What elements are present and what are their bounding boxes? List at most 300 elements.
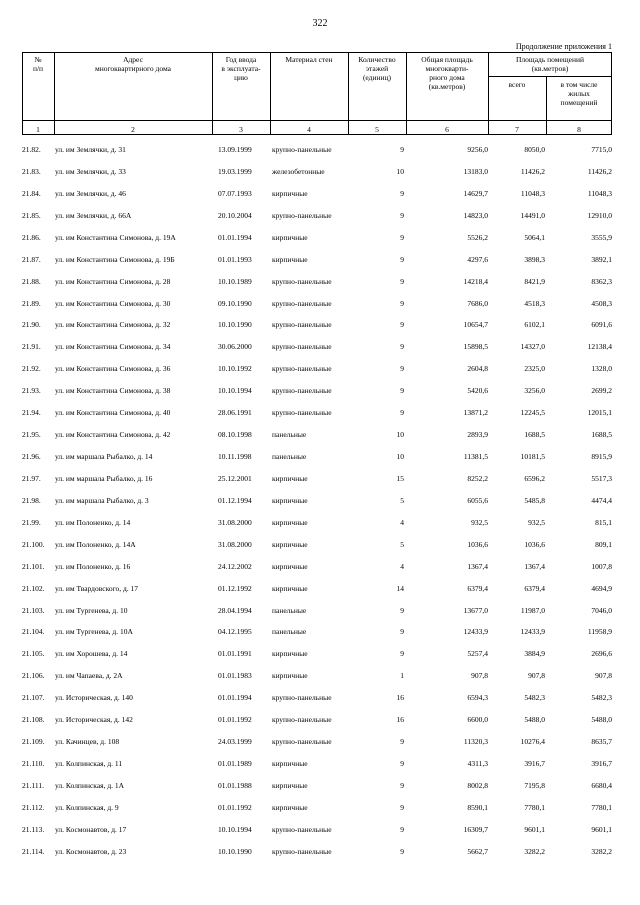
- row-address: ул. им Константина Симонова, д. 42: [55, 430, 171, 440]
- row-area-residential: 907,8: [595, 671, 612, 681]
- row-area-total: 5482,3: [524, 693, 545, 703]
- row-wall-material: кирпичные: [272, 254, 308, 264]
- row-area-total: 12433,9: [520, 627, 545, 637]
- row-area-residential: 9601,1: [591, 824, 612, 834]
- table-row: [22, 428, 612, 442]
- row-area-total: 6596,2: [524, 473, 545, 483]
- row-address: ул. им Землячки, д. 66А: [55, 210, 132, 220]
- row-number: 21.99.: [22, 517, 41, 527]
- row-year: 01.12.1992: [218, 583, 252, 593]
- header-floors: Количество этажей (единиц): [358, 55, 396, 82]
- row-floors: 9: [400, 254, 404, 264]
- row-area-residential: 3282,2: [591, 846, 612, 856]
- row-wall-material: крупно-панельные: [272, 145, 332, 154]
- row-number: 21.113.: [22, 824, 45, 834]
- row-floors: 9: [400, 649, 404, 659]
- table-header: [22, 52, 612, 134]
- row-area-total: 907,8: [528, 671, 545, 681]
- table-row: [22, 516, 612, 530]
- row-year: 24.03.1999: [218, 737, 252, 747]
- row-area-residential: 5517,3: [591, 473, 612, 483]
- row-area-residential: 2699,2: [591, 386, 612, 396]
- row-area-total: 5488,0: [524, 715, 545, 725]
- row-address: ул. Историческая, д. 142: [55, 715, 133, 725]
- row-address: ул. Историческая, д. 140: [55, 693, 133, 703]
- table-row: [22, 669, 612, 683]
- row-area-total: 7195,8: [524, 780, 545, 790]
- row-number: 21.109.: [22, 737, 45, 747]
- row-total-area: 13677,0: [463, 605, 488, 615]
- row-area-total: 10276,4: [520, 737, 545, 747]
- table-row: [22, 472, 612, 486]
- row-area-total: 11426,2: [520, 166, 545, 176]
- row-address: ул. им Тургенева, д. 10А: [55, 627, 133, 637]
- row-number: 21.103.: [22, 605, 45, 615]
- row-address: ул. Космонавтов, д. 17: [55, 824, 127, 834]
- row-wall-material: кирпичные: [272, 649, 308, 659]
- row-floors: 9: [400, 210, 404, 220]
- row-total-area: 2893,9: [467, 430, 488, 440]
- row-total-area: 2604,8: [467, 364, 488, 374]
- table-row: [22, 384, 612, 398]
- row-wall-material: крупно-панельные: [272, 846, 332, 856]
- column-number: 3: [239, 125, 243, 134]
- column-number: 7: [515, 125, 519, 134]
- column-number: 1: [36, 125, 40, 134]
- row-floors: 9: [400, 276, 404, 286]
- row-floors: 4: [400, 517, 404, 527]
- row-address: ул. им Твардовского, д. 17: [55, 583, 139, 593]
- row-address: ул. им Полоненко, д. 14: [55, 517, 131, 527]
- row-wall-material: кирпичные: [272, 517, 308, 527]
- table-row: [22, 582, 612, 596]
- row-total-area: 6600,0: [467, 715, 488, 725]
- row-floors: 16: [396, 715, 404, 725]
- row-year: 08.10.1998: [218, 430, 252, 440]
- row-address: ул. Космонавтов, д. 23: [55, 846, 127, 856]
- row-number: 21.102.: [22, 583, 45, 593]
- row-floors: 9: [400, 408, 404, 418]
- column-number: 4: [307, 125, 311, 134]
- table-row: [22, 340, 612, 354]
- row-number: 21.112.: [22, 802, 45, 812]
- row-total-area: 907,8: [471, 671, 488, 681]
- row-address: ул. им Хорошева, д. 14: [55, 649, 128, 659]
- row-total-area: 14823,0: [463, 210, 488, 220]
- row-total-area: 6055,6: [467, 495, 488, 505]
- row-area-residential: 4694,9: [591, 583, 612, 593]
- row-number: 21.94.: [22, 408, 41, 418]
- table-row: [22, 450, 612, 464]
- row-total-area: 15898,5: [463, 342, 488, 352]
- row-wall-material: кирпичные: [272, 802, 308, 812]
- row-total-area: 5420,6: [467, 386, 488, 396]
- row-area-total: 10181,5: [520, 452, 545, 462]
- row-total-area: 5662,7: [467, 846, 488, 856]
- row-number: 21.93.: [22, 386, 41, 396]
- row-area-residential: 3916,7: [591, 759, 612, 769]
- row-wall-material: крупно-панельные: [272, 715, 332, 725]
- row-year: 04.12.1995: [218, 627, 252, 637]
- row-area-residential: 4508,3: [591, 298, 612, 308]
- row-floors: 14: [396, 583, 404, 593]
- row-number: 21.86.: [22, 232, 41, 242]
- row-number: 21.104.: [22, 627, 45, 637]
- row-wall-material: крупно-панельные: [272, 386, 332, 396]
- row-address: ул. Колпинская, д. 9: [55, 802, 119, 812]
- row-area-total: 1036,6: [524, 539, 545, 549]
- row-floors: 5: [400, 495, 404, 505]
- row-total-area: 932,5: [471, 517, 488, 527]
- row-wall-material: кирпичные: [272, 759, 308, 769]
- table-row: [22, 187, 612, 201]
- row-area-total: 9601,1: [524, 824, 545, 834]
- row-floors: 9: [400, 737, 404, 747]
- row-address: ул. им Константина Симонова, д. 30: [55, 298, 171, 308]
- row-wall-material: крупно-панельные: [272, 364, 332, 374]
- table-row: [22, 757, 612, 771]
- row-wall-material: железобетонные: [272, 166, 325, 176]
- row-year: 19.03.1999: [218, 166, 252, 176]
- row-area-total: 2325,0: [524, 364, 545, 374]
- row-address: ул. им маршала Рыбалко, д. 16: [55, 473, 153, 483]
- row-address: ул. им Константина Симонова, д. 34: [55, 342, 171, 352]
- row-year: 09.10.1990: [218, 298, 252, 308]
- row-wall-material: кирпичные: [272, 495, 308, 505]
- row-area-total: 6379,4: [524, 583, 545, 593]
- row-total-area: 9256,0: [467, 145, 488, 154]
- row-total-area: 1367,4: [467, 561, 488, 571]
- row-number: 21.110.: [22, 759, 45, 769]
- row-address: ул. Качинцев, д. 108: [55, 737, 120, 747]
- row-number: 21.95.: [22, 430, 41, 440]
- row-floors: 1: [400, 671, 404, 681]
- header-total-area: Общая площадь многокварти- рного дома (кв.метров): [421, 55, 473, 91]
- row-area-residential: 2696,6: [591, 649, 612, 659]
- row-wall-material: кирпичные: [272, 473, 308, 483]
- row-year: 31.08.2000: [218, 539, 252, 549]
- row-address: ул. им Землячки, д. 46: [55, 188, 126, 198]
- header-subrule: [488, 76, 612, 77]
- row-area-total: 7780,1: [524, 802, 545, 812]
- continuation-note: Продолжение приложения 1: [515, 42, 612, 51]
- header-bottom-rule: [22, 134, 612, 135]
- row-floors: 16: [396, 693, 404, 703]
- page-number: 322: [312, 18, 328, 29]
- table-row: [22, 647, 612, 661]
- table-row: [22, 362, 612, 376]
- row-wall-material: крупно-панельные: [272, 320, 332, 330]
- row-year: 28.06.1991: [218, 408, 252, 418]
- row-floors: 10: [396, 452, 404, 462]
- row-address: ул. им маршала Рыбалко, д. 14: [55, 452, 153, 462]
- table-row: [22, 560, 612, 574]
- row-address: ул. Колпинская, д. 1А: [55, 780, 125, 790]
- row-floors: 9: [400, 320, 404, 330]
- row-number: 21.100.: [22, 539, 45, 549]
- row-address: ул. им Землячки, д. 31: [55, 145, 126, 154]
- row-floors: 9: [400, 802, 404, 812]
- row-year: 01.01.1993: [218, 254, 252, 264]
- row-area-residential: 3892,1: [591, 254, 612, 264]
- row-area-total: 11987,0: [520, 605, 545, 615]
- row-area-residential: 8635,7: [591, 737, 612, 747]
- column-number: 6: [445, 125, 449, 134]
- row-number: 21.106.: [22, 671, 45, 681]
- row-area-residential: 1688,5: [591, 430, 612, 440]
- row-year: 07.07.1993: [218, 188, 252, 198]
- row-year: 13.09.1999: [218, 145, 252, 154]
- row-year: 31.08.2000: [218, 517, 252, 527]
- row-floors: 9: [400, 188, 404, 198]
- row-area-residential: 8915,9: [591, 452, 612, 462]
- row-number: 21.91.: [22, 342, 41, 352]
- table-row: [22, 494, 612, 508]
- row-area-total: 5064,1: [524, 232, 545, 242]
- row-total-area: 14629,7: [463, 188, 488, 198]
- row-total-area: 5257,4: [467, 649, 488, 659]
- row-floors: 9: [400, 364, 404, 374]
- row-number: 21.108.: [22, 715, 45, 725]
- row-floors: 9: [400, 342, 404, 352]
- row-area-residential: 1007,8: [591, 561, 612, 571]
- row-address: ул. им Чапаева, д. 2А: [55, 671, 123, 681]
- table-row: [22, 823, 612, 837]
- row-address: ул. Колпинская, д. 11: [55, 759, 123, 769]
- row-floors: 4: [400, 561, 404, 571]
- row-total-area: 10654,7: [463, 320, 488, 330]
- row-number: 21.83.: [22, 166, 41, 176]
- row-area-residential: 815,1: [595, 517, 612, 527]
- table-row: [22, 713, 612, 727]
- row-area-total: 14491,0: [520, 210, 545, 220]
- row-total-area: 6594,3: [467, 693, 488, 703]
- row-area-residential: 6091,6: [591, 320, 612, 330]
- row-year: 01.12.1994: [218, 495, 252, 505]
- row-floors: 9: [400, 298, 404, 308]
- row-total-area: 11320,3: [463, 737, 488, 747]
- table-row: [22, 165, 612, 179]
- row-area-total: 12245,5: [520, 408, 545, 418]
- row-area-total: 3282,2: [524, 846, 545, 856]
- row-area-total: 8421,9: [524, 276, 545, 286]
- row-wall-material: панельные: [272, 605, 307, 615]
- row-area-residential: 11426,2: [587, 166, 612, 176]
- row-area-residential: 1328,0: [591, 364, 612, 374]
- row-area-residential: 11048,3: [587, 188, 612, 198]
- row-year: 01.01.1994: [218, 232, 252, 242]
- row-total-area: 6379,4: [467, 583, 488, 593]
- row-year: 24.12.2002: [218, 561, 252, 571]
- row-year: 30.06.2000: [218, 342, 252, 352]
- table-row: [22, 538, 612, 552]
- row-floors: 5: [400, 539, 404, 549]
- row-floors: 9: [400, 846, 404, 856]
- row-area-total: 11048,3: [520, 188, 545, 198]
- row-area-residential: 7715,0: [591, 145, 612, 154]
- row-floors: 9: [400, 145, 404, 154]
- row-wall-material: кирпичные: [272, 539, 308, 549]
- row-floors: 9: [400, 386, 404, 396]
- row-wall-material: кирпичные: [272, 671, 308, 681]
- row-total-area: 11381,5: [463, 452, 488, 462]
- table-row: [22, 143, 612, 157]
- table-row: [22, 231, 612, 245]
- row-year: 01.01.1989: [218, 759, 252, 769]
- header-premises-area: Площадь помещений (кв.метров): [516, 55, 584, 73]
- row-address: ул. им Землячки, д. 33: [55, 166, 126, 176]
- row-wall-material: кирпичные: [272, 583, 308, 593]
- row-area-total: 3916,7: [524, 759, 545, 769]
- row-floors: 9: [400, 759, 404, 769]
- row-wall-material: крупно-панельные: [272, 824, 332, 834]
- header-divider: [270, 52, 271, 134]
- row-wall-material: кирпичные: [272, 188, 308, 198]
- table-row: [22, 297, 612, 311]
- row-area-residential: 7046,0: [591, 605, 612, 615]
- row-total-area: 4311,3: [467, 759, 488, 769]
- row-number: 21.89.: [22, 298, 41, 308]
- row-number: 21.101.: [22, 561, 45, 571]
- row-address: ул. им Константина Симонова, д. 28: [55, 276, 171, 286]
- row-area-total: 5485,8: [524, 495, 545, 505]
- row-area-residential: 809,1: [595, 539, 612, 549]
- row-area-residential: 4474,4: [591, 495, 612, 505]
- header-year: Год ввода в эксплуата- цию: [221, 55, 261, 82]
- row-year: 01.01.1992: [218, 802, 252, 812]
- row-area-total: 3256,0: [524, 386, 545, 396]
- row-area-residential: 12015,1: [587, 408, 612, 418]
- header-address: Адрес многоквартирного дома: [95, 55, 171, 73]
- row-year: 10.10.1989: [218, 276, 252, 286]
- row-wall-material: крупно-панельные: [272, 408, 332, 418]
- row-year: 10.10.1990: [218, 846, 252, 856]
- row-year: 28.04.1994: [218, 605, 252, 615]
- table-row: [22, 625, 612, 639]
- header-area-residential: в том числе жилых помещений: [560, 80, 598, 107]
- column-number: 2: [131, 125, 135, 134]
- table-row: [22, 845, 612, 859]
- row-area-residential: 5488,0: [591, 715, 612, 725]
- row-year: 01.01.1988: [218, 780, 252, 790]
- row-number: 21.111.: [22, 780, 44, 790]
- table-row: [22, 318, 612, 332]
- row-number: 21.85.: [22, 210, 41, 220]
- row-address: ул. им Константина Симонова, д. 38: [55, 386, 171, 396]
- row-total-area: 7686,0: [467, 298, 488, 308]
- row-area-residential: 7780,1: [591, 802, 612, 812]
- row-address: ул. им Константина Симонова, д. 32: [55, 320, 171, 330]
- row-floors: 15: [396, 473, 404, 483]
- row-total-area: 8252,2: [467, 473, 488, 483]
- row-area-total: 1367,4: [524, 561, 545, 571]
- row-wall-material: кирпичные: [272, 561, 308, 571]
- row-total-area: 8590,1: [467, 802, 488, 812]
- row-address: ул. им Константина Симонова, д. 19Б: [55, 254, 175, 264]
- header-rule: [22, 120, 612, 121]
- table-row: [22, 604, 612, 618]
- row-number: 21.105.: [22, 649, 45, 659]
- table-row: [22, 406, 612, 420]
- row-address: ул. им Тургенева, д. 10: [55, 605, 128, 615]
- row-number: 21.84.: [22, 188, 41, 198]
- row-floors: 9: [400, 605, 404, 615]
- row-number: 21.90.: [22, 320, 41, 330]
- row-wall-material: панельные: [272, 627, 307, 637]
- row-number: 21.82.: [22, 145, 41, 154]
- row-address: ул. им маршала Рыбалко, д. 3: [55, 495, 149, 505]
- row-wall-material: крупно-панельные: [272, 298, 332, 308]
- row-area-total: 1688,5: [524, 430, 545, 440]
- row-floors: 9: [400, 232, 404, 242]
- table-row: [22, 209, 612, 223]
- row-year: 10.10.1994: [218, 386, 252, 396]
- row-address: ул. им Полоненко, д. 14А: [55, 539, 136, 549]
- row-number: 21.88.: [22, 276, 41, 286]
- row-wall-material: крупно-панельные: [272, 210, 332, 220]
- row-address: ул. им Константина Симонова, д. 36: [55, 364, 171, 374]
- row-total-area: 16309,7: [463, 824, 488, 834]
- row-year: 01.01.1992: [218, 715, 252, 725]
- row-area-residential: 3555,9: [591, 232, 612, 242]
- row-year: 10.10.1990: [218, 320, 252, 330]
- row-address: ул. им Константина Симонова, д. 19А: [55, 232, 176, 242]
- row-wall-material: крупно-панельные: [272, 276, 332, 286]
- row-year: 10.10.1994: [218, 824, 252, 834]
- row-area-total: 3898,3: [524, 254, 545, 264]
- row-year: 01.01.1994: [218, 693, 252, 703]
- row-year: 01.01.1983: [218, 671, 252, 681]
- row-year: 10.10.1992: [218, 364, 252, 374]
- header-top-rule: [22, 52, 612, 53]
- row-total-area: 5526,2: [467, 232, 488, 242]
- row-wall-material: кирпичные: [272, 232, 308, 242]
- header-number: № п/п: [32, 55, 44, 73]
- row-floors: 9: [400, 824, 404, 834]
- column-number: 5: [375, 125, 379, 134]
- row-total-area: 8002,8: [467, 780, 488, 790]
- row-number: 21.107.: [22, 693, 45, 703]
- row-wall-material: панельные: [272, 430, 307, 440]
- row-number: 21.98.: [22, 495, 41, 505]
- row-wall-material: крупно-панельные: [272, 693, 332, 703]
- row-wall-material: крупно-панельные: [272, 737, 332, 747]
- row-number: 21.87.: [22, 254, 41, 264]
- table-row: [22, 253, 612, 267]
- row-number: 21.96.: [22, 452, 41, 462]
- row-floors: 10: [396, 166, 404, 176]
- table-row: [22, 779, 612, 793]
- row-total-area: 1036,6: [467, 539, 488, 549]
- row-wall-material: панельные: [272, 452, 307, 462]
- row-total-area: 13871,2: [463, 408, 488, 418]
- header-wall-material: Материал стен: [285, 55, 333, 64]
- row-number: 21.114.: [22, 846, 45, 856]
- row-year: 01.01.1991: [218, 649, 252, 659]
- row-wall-material: крупно-панельные: [272, 342, 332, 352]
- row-total-area: 4297,6: [467, 254, 488, 264]
- row-area-total: 8050,0: [524, 145, 545, 154]
- row-year: 10.11.1998: [218, 452, 252, 462]
- column-number: 8: [577, 125, 581, 134]
- row-total-area: 12433,9: [463, 627, 488, 637]
- row-total-area: 13183,0: [463, 166, 488, 176]
- row-wall-material: кирпичные: [272, 780, 308, 790]
- row-address: ул. им Константина Симонова, д. 40: [55, 408, 171, 418]
- row-area-total: 932,5: [528, 517, 545, 527]
- row-area-total: 14327,0: [520, 342, 545, 352]
- row-address: ул. им Полоненко, д. 16: [55, 561, 131, 571]
